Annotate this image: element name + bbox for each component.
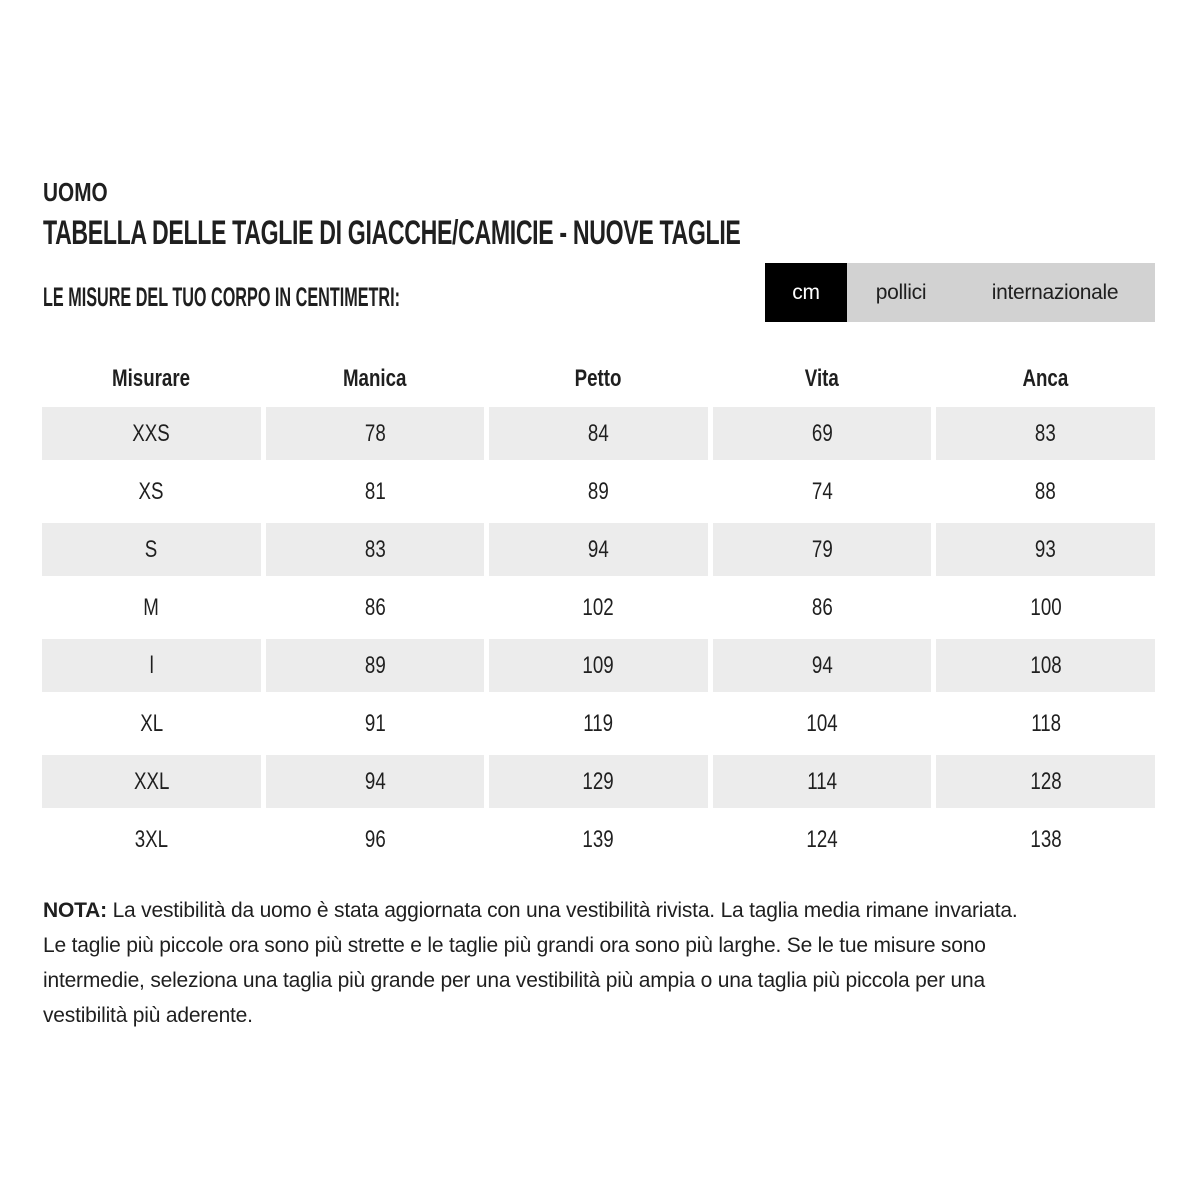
measurement-cell: 139 bbox=[582, 825, 615, 853]
measurement-cell: 69 bbox=[713, 407, 932, 460]
size-label-cell: M bbox=[143, 593, 160, 621]
measurement-cell: 94 bbox=[489, 523, 708, 576]
page-title: TABELLA DELLE TAGLIE DI GIACCHE/CAMICIE - NUOVE TAGLIE bbox=[43, 214, 741, 252]
size-label-cell: XXS bbox=[42, 407, 261, 460]
measurement-cell: 91 bbox=[364, 709, 386, 737]
measurement-cell: 81 bbox=[364, 477, 386, 505]
size-row bbox=[42, 697, 1155, 750]
size-label-cell: 3XL bbox=[134, 825, 168, 853]
column-header: Vita bbox=[805, 364, 840, 392]
measurements-subtitle: LE MISURE DEL TUO CORPO IN CENTIMETRI: bbox=[43, 282, 401, 312]
measurement-cell: 138 bbox=[1030, 825, 1062, 853]
note-body: La vestibilità da uomo è stata aggiornata con una vestibilità rivista. La taglia media rimane invariata. Le taglie più piccole ora sono più strette e le taglie più grandi ora sono più larghe. Se le tue misure sono intermedie, seleziona una taglia più grande per una vestibilità più ampia o una taglia più piccola per una vestibilità più aderente. bbox=[43, 899, 1018, 1027]
measurement-cell: 88 bbox=[1035, 477, 1057, 505]
column-header: Petto bbox=[575, 364, 622, 392]
size-row bbox=[42, 755, 1155, 808]
size-label-cell: XL bbox=[139, 709, 163, 737]
measurement-cell: 108 bbox=[936, 639, 1155, 692]
measurement-cell: 86 bbox=[364, 593, 386, 621]
measurement-cell: 83 bbox=[936, 407, 1155, 460]
size-label-cell: XS bbox=[138, 477, 164, 505]
size-label-cell: XXL bbox=[42, 755, 261, 808]
measurement-cell: 96 bbox=[364, 825, 386, 853]
measurement-cell: 79 bbox=[713, 523, 932, 576]
column-header: Manica bbox=[343, 364, 407, 392]
size-row bbox=[42, 639, 1155, 692]
table-header-row bbox=[42, 355, 1155, 402]
measurement-cell: 83 bbox=[266, 523, 485, 576]
measurement-cell: 84 bbox=[489, 407, 708, 460]
column-header: Anca bbox=[1022, 364, 1069, 392]
measurement-cell: 104 bbox=[806, 709, 838, 737]
measurement-cell: 89 bbox=[588, 477, 609, 505]
measurement-cell: 109 bbox=[489, 639, 708, 692]
measurement-cell: 86 bbox=[811, 593, 833, 621]
measurement-cell: 94 bbox=[713, 639, 932, 692]
measurement-cell: 78 bbox=[266, 407, 485, 460]
measurement-cell: 129 bbox=[489, 755, 708, 808]
measurement-cell: 89 bbox=[266, 639, 485, 692]
size-label-cell: l bbox=[42, 639, 261, 692]
measurement-cell: 119 bbox=[583, 709, 614, 737]
size-row bbox=[42, 581, 1155, 634]
measurement-cell: 93 bbox=[936, 523, 1155, 576]
measurement-cell: 102 bbox=[582, 593, 615, 621]
size-row bbox=[42, 465, 1155, 518]
measurement-cell: 74 bbox=[811, 477, 833, 505]
size-row bbox=[42, 523, 1155, 576]
note-label: NOTA: bbox=[43, 899, 107, 922]
measurement-cell: 100 bbox=[1030, 593, 1062, 621]
size-row bbox=[42, 407, 1155, 460]
size-label-cell: S bbox=[42, 523, 261, 576]
unit-option-pollici[interactable]: pollici bbox=[875, 280, 927, 304]
category-label: UOMO bbox=[43, 177, 108, 207]
unit-option-internazionale[interactable]: internazionale bbox=[991, 280, 1119, 304]
measurement-cell: 118 bbox=[1030, 709, 1061, 737]
unit-toggle bbox=[765, 263, 1155, 322]
size-table bbox=[37, 350, 1160, 871]
note-text bbox=[43, 893, 1028, 1033]
measurement-cell: 94 bbox=[266, 755, 485, 808]
measurement-cell: 128 bbox=[936, 755, 1155, 808]
size-row bbox=[42, 813, 1155, 866]
unit-option-cm[interactable]: cm bbox=[765, 263, 847, 322]
measurement-cell: 124 bbox=[806, 825, 838, 853]
column-header: Misurare bbox=[112, 364, 191, 392]
measurement-cell: 114 bbox=[713, 755, 932, 808]
